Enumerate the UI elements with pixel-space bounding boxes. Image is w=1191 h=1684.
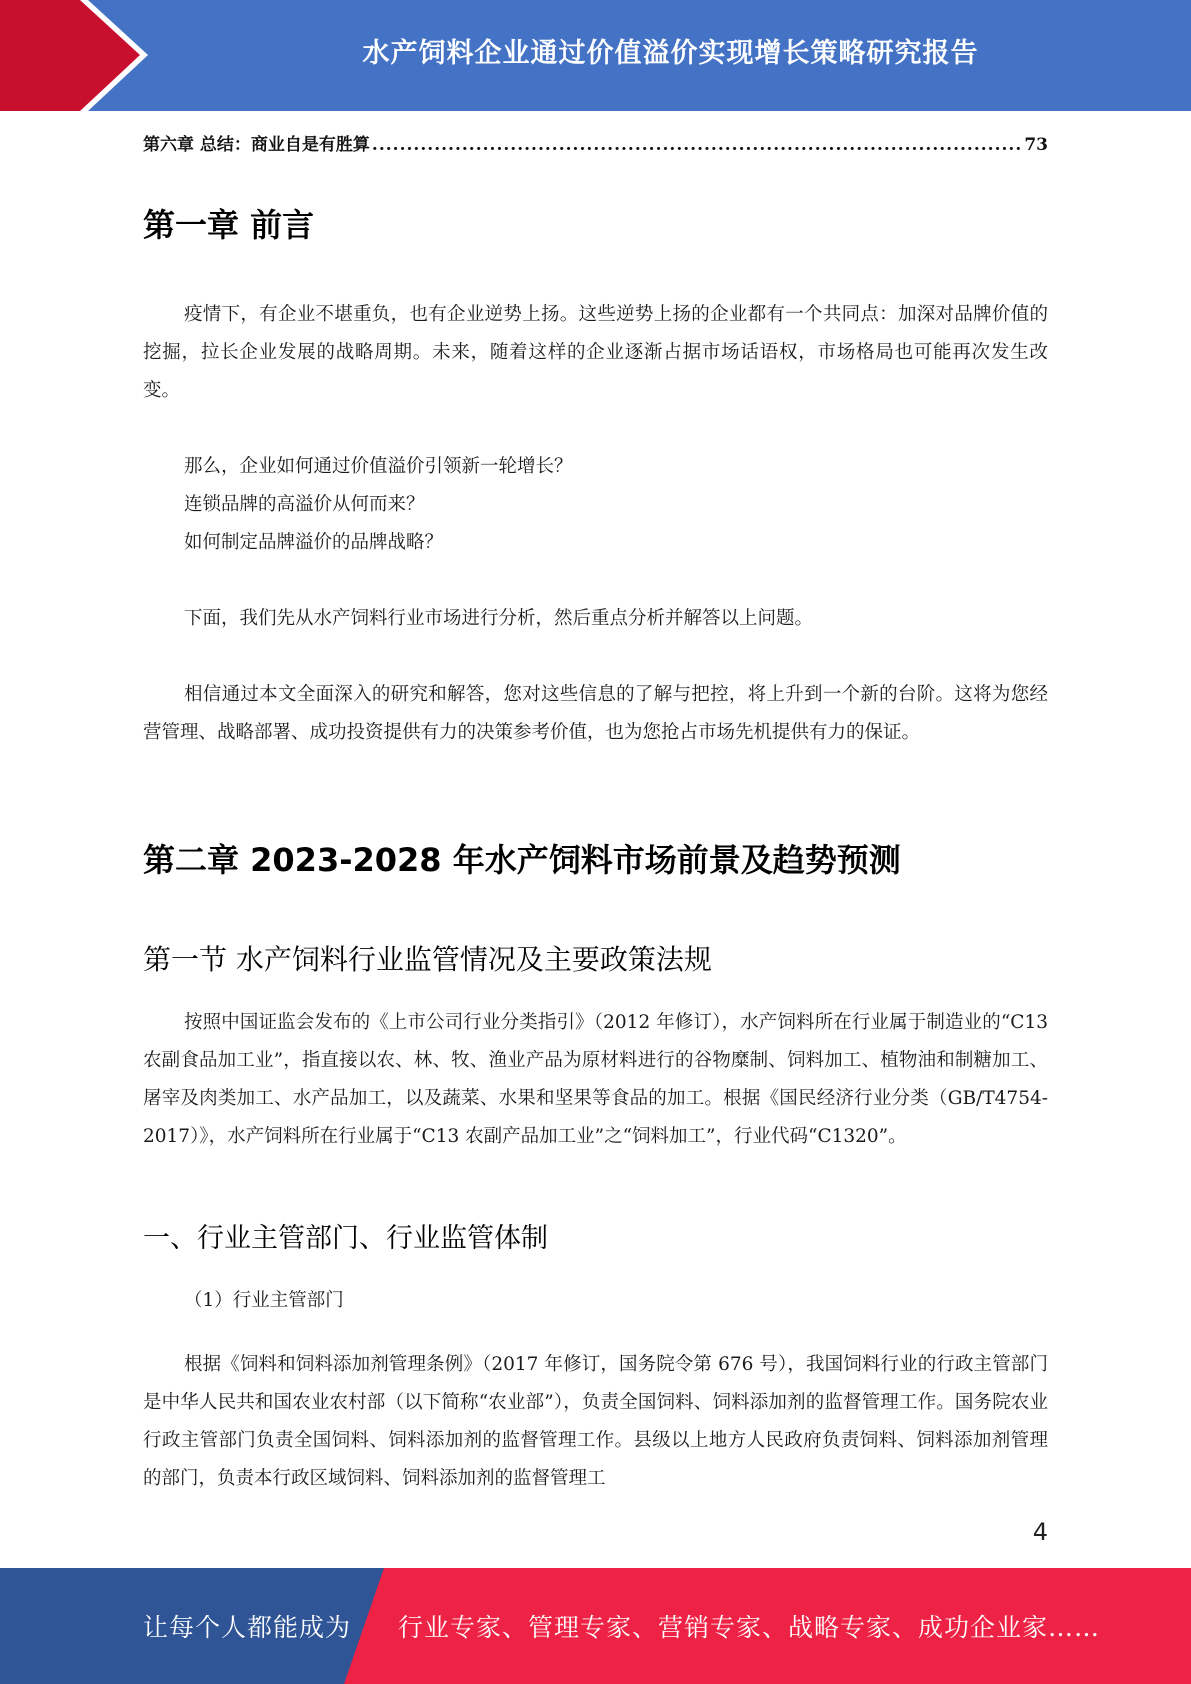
chapter-1-paragraph-3: 相信通过本文全面深入的研究和解答，您对这些信息的了解与把控，将上升到一个新的台阶。这将为您经营管理、战略部署、成功投资提供有力的决策参考价值，也为您抢占市场先机提供有力的保证。 <box>143 684 1048 743</box>
subsection-1-heading: 一、行业主管部门、行业监管体制 <box>143 1223 548 1254</box>
toc-leader-dots <box>372 135 1022 155</box>
section-1-paragraph: 按照中国证监会发布的《上市公司行业分类指引》（2012 年修订），水产饲料所在行业属于制造业的“C13 农副食品加工业”，指直接以农、林、牧、渔业产品为原材料进行的谷物糜制、饲料加工、植物油和制糖加工、屠宰及肉类加工、水产品加工，以及蔬菜、水果和坚果等食品的加工。根据《国民经济行业分类（GB/T4754-2017）》，水产饲料所在行业属于“C13 农副产品加工业”之“饲料加工”，行业代码“C1320”。 <box>143 1012 1048 1147</box>
question-3: 如何制定品牌溢价的品牌战略？ <box>184 532 444 553</box>
chapter-1-paragraph-2: 下面，我们先从水产饲料行业市场进行分析，然后重点分析并解答以上问题。 <box>184 608 814 629</box>
chapter-1-heading: 第一章 前言 <box>143 206 315 244</box>
toc-entry-label: 第六章 总结：商业自是有胜算 <box>143 135 370 155</box>
chapter-2-heading: 第二章 2023-2028 年水产饲料市场前景及趋势预测 <box>143 841 901 879</box>
toc-entry[interactable] <box>143 130 1048 155</box>
page-footer <box>0 1568 1191 1684</box>
chapter-1-paragraph-1: 疫情下，有企业不堪重负，也有企业逆势上扬。这些逆势上扬的企业都有一个共同点：加深对品牌价值的挖掘，拉长企业发展的战略周期。未来，随着这样的企业逐渐占据市场话语权，市场格局也可能再次发生改变。 <box>143 304 1048 401</box>
red-arrow-icon <box>0 0 160 111</box>
section-1-heading: 第一节 水产饲料行业监管情况及主要政策法规 <box>143 943 712 976</box>
footer-slogan-left: 让每个人都能成为 <box>143 1613 352 1642</box>
subsection-1-paragraph: 根据《饲料和饲料添加剂管理条例》（2017 年修订，国务院令第 676 号），我国饲料行业的行政主管部门是中华人民共和国农业农村部（以下简称“农业部”），负责全国饲料、饲料添加剂的监督管理工作。国务院农业行政主管部门负责全国饲料、饲料添加剂的监督管理工作。县级以上地方人民政府负责饲料、饲料添加剂管理的部门，负责本行政区域饲料、饲料添加剂的监督管理工 <box>143 1354 1048 1489</box>
report-title: 水产饲料企业通过价值溢价实现增长策略研究报告 <box>362 37 979 69</box>
question-1: 那么，企业如何通过价值溢价引领新一轮增长？ <box>184 456 573 477</box>
question-2: 连锁品牌的高溢价从何而来？ <box>184 494 425 515</box>
page-number: 4 <box>1032 1518 1048 1546</box>
page-header <box>0 0 1191 111</box>
subsection-1-item: （1）行业主管部门 <box>184 1290 344 1311</box>
toc-page-number: 73 <box>1024 135 1048 155</box>
footer-slogan-right: 行业专家、管理专家、营销专家、战略专家、成功企业家…… <box>398 1613 1101 1642</box>
